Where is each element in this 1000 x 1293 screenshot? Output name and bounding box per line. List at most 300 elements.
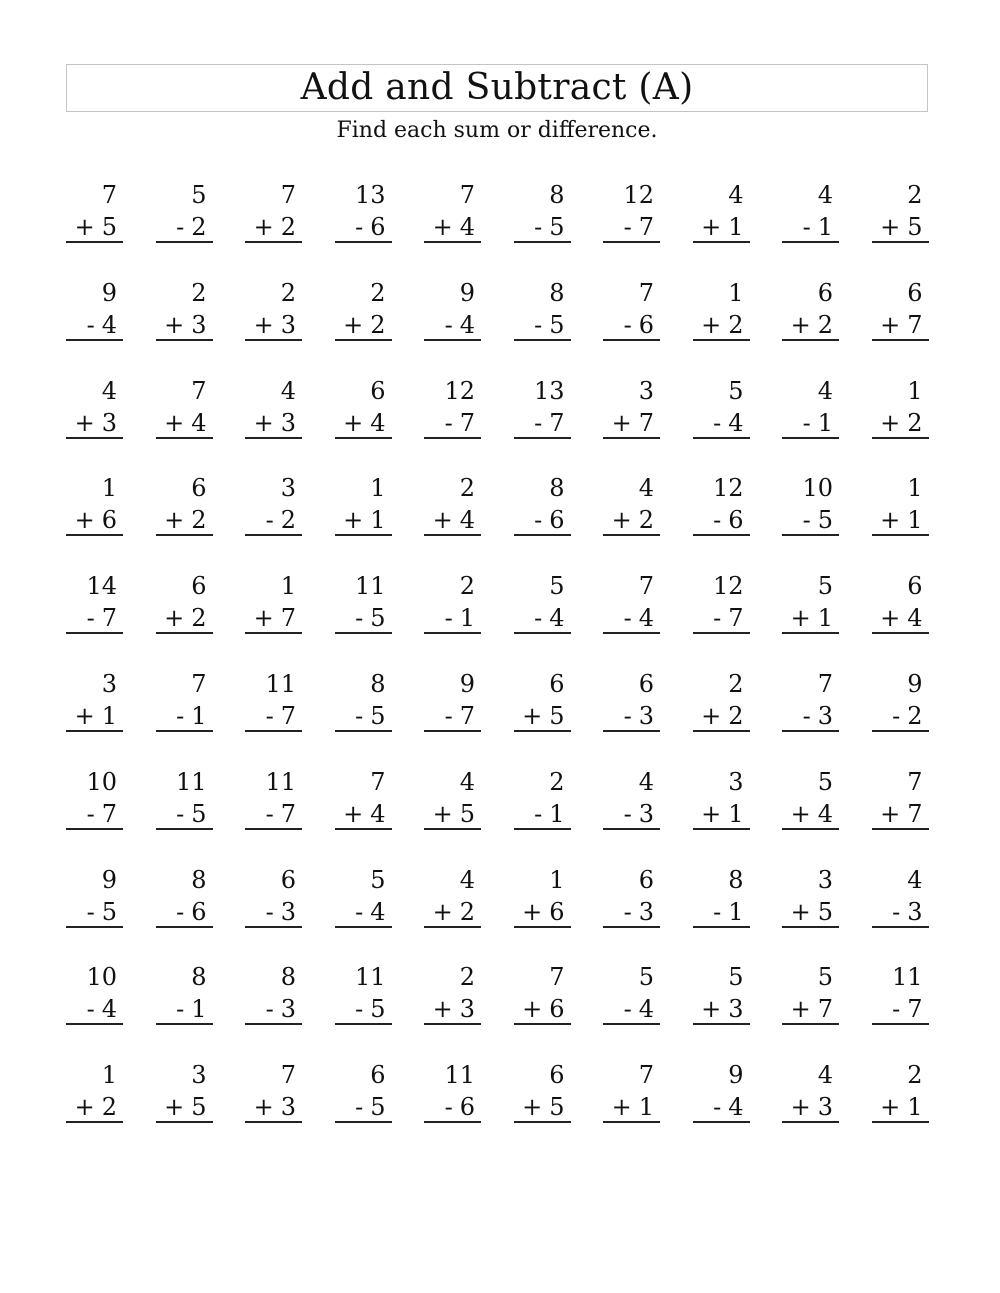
problem	[335, 863, 392, 928]
bottom-number: 4	[101, 995, 117, 1024]
top-number: 14	[86, 572, 117, 601]
top-number: 3	[191, 1061, 207, 1090]
top-number: 6	[907, 572, 923, 601]
operator-sign: -	[623, 897, 632, 926]
top-number: 9	[101, 278, 117, 307]
operator-sign: +	[522, 897, 543, 926]
problem	[424, 276, 481, 341]
problem	[335, 569, 392, 634]
bottom-number: 4	[370, 408, 386, 437]
bottom-row	[335, 797, 392, 830]
bottom-row	[335, 601, 392, 634]
bottom-row	[514, 895, 571, 928]
operator-sign: +	[253, 604, 274, 633]
bottom-number: 7	[280, 604, 296, 633]
problem	[335, 374, 392, 439]
problem	[66, 667, 123, 732]
operator-sign: +	[880, 1093, 901, 1122]
top-number: 2	[459, 572, 475, 601]
bottom-number: 1	[817, 604, 833, 633]
bottom-number: 3	[638, 897, 654, 926]
bottom-row	[424, 503, 481, 536]
bottom-row	[156, 503, 213, 536]
problem	[66, 765, 123, 830]
bottom-number: 4	[728, 1093, 744, 1122]
bottom-row	[782, 992, 839, 1025]
operator-sign: -	[355, 213, 364, 241]
top-number: 7	[638, 278, 654, 307]
problem	[603, 374, 660, 439]
problem	[514, 178, 571, 243]
bottom-row	[245, 1090, 302, 1123]
operator-sign: +	[701, 213, 722, 241]
bottom-row	[693, 797, 750, 830]
top-number: 6	[638, 865, 654, 894]
problem	[603, 765, 660, 830]
bottom-number: 4	[459, 310, 475, 339]
operator-sign: +	[343, 799, 364, 828]
bottom-row	[245, 406, 302, 439]
bottom-number: 4	[638, 995, 654, 1024]
problem	[872, 569, 929, 634]
problem	[66, 960, 123, 1025]
problem	[782, 765, 839, 830]
top-number: 5	[191, 181, 207, 209]
problem	[245, 374, 302, 439]
problem	[245, 1058, 302, 1123]
top-number: 5	[549, 572, 565, 601]
bottom-number: 7	[459, 408, 475, 437]
problem	[693, 960, 750, 1025]
operator-sign: +	[164, 506, 185, 535]
operator-sign: +	[611, 1093, 632, 1122]
problem	[693, 471, 750, 536]
top-number: 5	[728, 376, 744, 405]
top-number: 1	[728, 278, 744, 307]
problem	[603, 1058, 660, 1123]
problem	[66, 471, 123, 536]
bottom-row	[245, 797, 302, 830]
bottom-row	[872, 699, 929, 732]
problem	[156, 667, 213, 732]
bottom-row	[156, 308, 213, 341]
problem	[245, 765, 302, 830]
problem	[156, 276, 213, 341]
bottom-number: 5	[370, 701, 386, 730]
top-number: 8	[370, 669, 386, 698]
top-number: 4	[817, 1061, 833, 1090]
operator-sign: -	[713, 1093, 722, 1122]
top-number: 2	[280, 278, 296, 307]
top-number: 6	[638, 669, 654, 698]
operator-sign: +	[790, 799, 811, 828]
operator-sign: -	[86, 799, 95, 828]
problem	[782, 863, 839, 928]
top-number: 11	[265, 669, 296, 698]
top-number: 2	[459, 474, 475, 503]
operator-sign: +	[432, 995, 453, 1024]
bottom-number: 4	[370, 897, 386, 926]
bottom-number: 3	[817, 701, 833, 730]
operator-sign: +	[880, 799, 901, 828]
operator-sign: -	[86, 897, 95, 926]
operator-sign: +	[790, 995, 811, 1024]
problem	[693, 1058, 750, 1123]
operator-sign: -	[802, 701, 811, 730]
bottom-row	[603, 797, 660, 830]
top-number: 1	[549, 865, 565, 894]
problem	[335, 960, 392, 1025]
bottom-number: 5	[459, 799, 475, 828]
operator-sign: +	[253, 310, 274, 339]
bottom-number: 6	[549, 995, 565, 1024]
problem	[66, 863, 123, 928]
bottom-number: 7	[101, 799, 117, 828]
problem	[514, 471, 571, 536]
top-number: 10	[86, 963, 117, 992]
bottom-row	[335, 895, 392, 928]
operator-sign: +	[253, 408, 274, 437]
top-number: 3	[280, 474, 296, 503]
operator-sign: -	[355, 604, 364, 633]
problem	[335, 471, 392, 536]
bottom-number: 1	[728, 799, 744, 828]
bottom-row	[514, 308, 571, 341]
operator-sign: +	[701, 310, 722, 339]
problem	[514, 374, 571, 439]
top-number: 6	[907, 278, 923, 307]
top-number: 7	[907, 767, 923, 796]
top-number: 5	[817, 572, 833, 601]
problem	[603, 960, 660, 1025]
bottom-row	[66, 699, 123, 732]
bottom-row	[693, 699, 750, 732]
bottom-number: 7	[817, 995, 833, 1024]
bottom-row	[693, 406, 750, 439]
operator-sign: +	[701, 995, 722, 1024]
operator-sign: -	[802, 213, 811, 241]
top-number: 11	[265, 767, 296, 796]
problem	[872, 276, 929, 341]
bottom-row	[514, 1090, 571, 1123]
operator-sign: +	[611, 408, 632, 437]
bottom-number: 6	[459, 1093, 475, 1122]
top-number: 4	[280, 376, 296, 405]
top-number: 7	[638, 572, 654, 601]
top-number: 11	[354, 963, 386, 992]
top-number: 8	[191, 963, 207, 992]
operator-sign: -	[713, 897, 722, 926]
problem	[335, 178, 392, 243]
top-number: 12	[712, 572, 744, 601]
top-number: 6	[549, 669, 565, 698]
operator-sign: -	[623, 799, 632, 828]
bottom-number: 7	[907, 799, 923, 828]
bottom-number: 5	[191, 799, 207, 828]
operator-sign: +	[432, 213, 453, 241]
bottom-row	[693, 895, 750, 928]
bottom-row	[514, 797, 571, 830]
bottom-row	[514, 601, 571, 634]
bottom-row	[782, 210, 839, 243]
bottom-number: 3	[638, 701, 654, 730]
operator-sign: +	[701, 799, 722, 828]
top-number: 5	[638, 963, 654, 992]
bottom-row	[156, 992, 213, 1025]
operator-sign: +	[164, 604, 185, 633]
bottom-row	[514, 992, 571, 1025]
problem	[514, 765, 571, 830]
top-number: 10	[802, 474, 833, 503]
top-number: 4	[638, 474, 654, 503]
bottom-row	[66, 601, 123, 634]
top-number: 8	[728, 865, 744, 894]
top-number: 8	[191, 865, 207, 894]
operator-sign: +	[790, 604, 811, 633]
bottom-number: 4	[907, 604, 923, 633]
problem	[335, 1058, 392, 1123]
problem	[872, 178, 929, 243]
top-number: 7	[191, 669, 207, 698]
top-number: 2	[907, 181, 923, 209]
bottom-number: 2	[638, 506, 654, 535]
operator-sign: -	[355, 1093, 364, 1122]
bottom-row	[156, 601, 213, 634]
problem	[603, 569, 660, 634]
top-number: 9	[101, 865, 117, 894]
bottom-row	[603, 308, 660, 341]
top-number: 4	[817, 181, 833, 209]
bottom-row	[872, 406, 929, 439]
bottom-row	[156, 1090, 213, 1123]
bottom-row	[335, 308, 392, 341]
problem	[66, 276, 123, 341]
top-number: 7	[638, 1061, 654, 1090]
bottom-row	[66, 308, 123, 341]
problem	[872, 960, 929, 1025]
bottom-number: 5	[907, 213, 923, 241]
bottom-row	[245, 895, 302, 928]
top-number: 2	[907, 1061, 923, 1090]
operator-sign: -	[892, 897, 901, 926]
bottom-number: 7	[459, 701, 475, 730]
top-number: 5	[370, 865, 386, 894]
operator-sign: -	[802, 506, 811, 535]
top-number: 4	[638, 767, 654, 796]
bottom-row	[603, 895, 660, 928]
bottom-number: 2	[280, 213, 296, 241]
top-number: 3	[728, 767, 744, 796]
top-number: 6	[370, 1061, 386, 1090]
operator-sign: +	[790, 897, 811, 926]
operator-sign: -	[623, 604, 632, 633]
operator-sign: -	[534, 799, 543, 828]
bottom-number: 1	[459, 604, 475, 633]
problem	[514, 960, 571, 1025]
bottom-number: 5	[370, 604, 386, 633]
bottom-row	[872, 895, 929, 928]
bottom-number: 5	[549, 213, 565, 241]
bottom-row	[424, 210, 481, 243]
bottom-number: 7	[907, 995, 923, 1024]
bottom-number: 1	[370, 506, 386, 535]
operator-sign: -	[265, 506, 274, 535]
operator-sign: +	[343, 506, 364, 535]
top-number: 1	[101, 474, 117, 503]
top-number: 13	[354, 181, 386, 209]
bottom-row	[872, 503, 929, 536]
bottom-row	[424, 992, 481, 1025]
problem	[245, 276, 302, 341]
bottom-row	[782, 895, 839, 928]
bottom-row	[514, 210, 571, 243]
problem	[782, 667, 839, 732]
operator-sign: -	[444, 310, 453, 339]
bottom-number: 5	[549, 701, 565, 730]
problem-grid	[66, 178, 930, 1123]
operator-sign: +	[790, 1093, 811, 1122]
bottom-number: 3	[638, 799, 654, 828]
bottom-row	[335, 992, 392, 1025]
bottom-row	[782, 406, 839, 439]
operator-sign: -	[534, 310, 543, 339]
operator-sign: +	[253, 1093, 274, 1122]
problem	[872, 374, 929, 439]
top-number: 3	[101, 669, 117, 698]
problem	[245, 667, 302, 732]
operator-sign: -	[265, 897, 274, 926]
bottom-row	[156, 210, 213, 243]
top-number: 13	[533, 376, 565, 405]
operator-sign: -	[623, 995, 632, 1024]
bottom-row	[603, 406, 660, 439]
problem	[156, 960, 213, 1025]
problem	[603, 471, 660, 536]
top-number: 11	[891, 963, 923, 992]
problem	[782, 569, 839, 634]
top-number: 6	[280, 865, 296, 894]
bottom-row	[872, 1090, 929, 1123]
bottom-number: 1	[728, 213, 744, 241]
problem	[424, 863, 481, 928]
bottom-row	[66, 797, 123, 830]
bottom-number: 7	[728, 604, 744, 633]
bottom-number: 7	[280, 701, 296, 730]
bottom-number: 1	[638, 1093, 654, 1122]
bottom-number: 1	[907, 1093, 923, 1122]
bottom-row	[693, 601, 750, 634]
top-number: 4	[459, 865, 475, 894]
bottom-number: 1	[191, 995, 207, 1024]
top-number: 12	[623, 181, 654, 209]
bottom-number: 6	[638, 310, 654, 339]
top-number: 1	[907, 474, 923, 503]
operator-sign: -	[713, 604, 722, 633]
problem	[156, 374, 213, 439]
bottom-row	[514, 699, 571, 732]
top-number: 6	[370, 376, 386, 405]
bottom-row	[693, 1090, 750, 1123]
problem	[782, 960, 839, 1025]
top-number: 7	[101, 181, 117, 209]
operator-sign: +	[164, 1093, 185, 1122]
problem	[424, 1058, 481, 1123]
operator-sign: -	[623, 701, 632, 730]
bottom-number: 3	[191, 310, 207, 339]
bottom-row	[156, 797, 213, 830]
worksheet-instructions: Find each sum or difference.	[336, 118, 658, 143]
bottom-number: 1	[907, 506, 923, 535]
operator-sign: -	[444, 701, 453, 730]
bottom-row	[693, 503, 750, 536]
top-number: 6	[817, 278, 833, 307]
bottom-number: 7	[638, 408, 654, 437]
problem	[424, 667, 481, 732]
top-number: 6	[191, 474, 207, 503]
operator-sign: +	[253, 213, 274, 241]
bottom-row	[782, 1090, 839, 1123]
top-number: 7	[549, 963, 565, 992]
operator-sign: -	[534, 604, 543, 633]
top-number: 4	[907, 865, 923, 894]
bottom-number: 5	[191, 1093, 207, 1122]
operator-sign: +	[522, 701, 543, 730]
bottom-number: 2	[817, 310, 833, 339]
top-number: 7	[280, 1061, 296, 1090]
top-number: 7	[280, 181, 296, 209]
bottom-number: 4	[459, 213, 475, 241]
problem	[424, 178, 481, 243]
operator-sign: -	[802, 408, 811, 437]
bottom-number: 5	[370, 1093, 386, 1122]
operator-sign: -	[355, 897, 364, 926]
operator-sign: -	[355, 701, 364, 730]
bottom-row	[156, 895, 213, 928]
top-number: 8	[549, 278, 565, 307]
operator-sign: +	[74, 213, 95, 241]
operator-sign: -	[86, 604, 95, 633]
bottom-number: 4	[191, 408, 207, 437]
problem	[156, 863, 213, 928]
problem	[782, 178, 839, 243]
bottom-row	[782, 699, 839, 732]
bottom-number: 2	[101, 1093, 117, 1122]
top-number: 2	[728, 669, 744, 698]
bottom-row	[245, 210, 302, 243]
operator-sign: -	[444, 408, 453, 437]
top-number: 4	[459, 767, 475, 796]
bottom-number: 1	[817, 213, 833, 241]
problem	[603, 276, 660, 341]
bottom-number: 6	[549, 897, 565, 926]
operator-sign: +	[522, 1093, 543, 1122]
top-number: 6	[191, 572, 207, 601]
top-number: 5	[728, 963, 744, 992]
operator-sign: -	[623, 310, 632, 339]
bottom-number: 4	[549, 604, 565, 633]
operator-sign: +	[343, 408, 364, 437]
top-number: 3	[817, 865, 833, 894]
operator-sign: -	[176, 799, 185, 828]
bottom-row	[245, 503, 302, 536]
top-number: 6	[549, 1061, 565, 1090]
top-number: 9	[459, 278, 475, 307]
operator-sign: +	[522, 995, 543, 1024]
problem	[603, 178, 660, 243]
bottom-number: 3	[817, 1093, 833, 1122]
top-number: 9	[907, 669, 923, 698]
operator-sign: +	[880, 408, 901, 437]
